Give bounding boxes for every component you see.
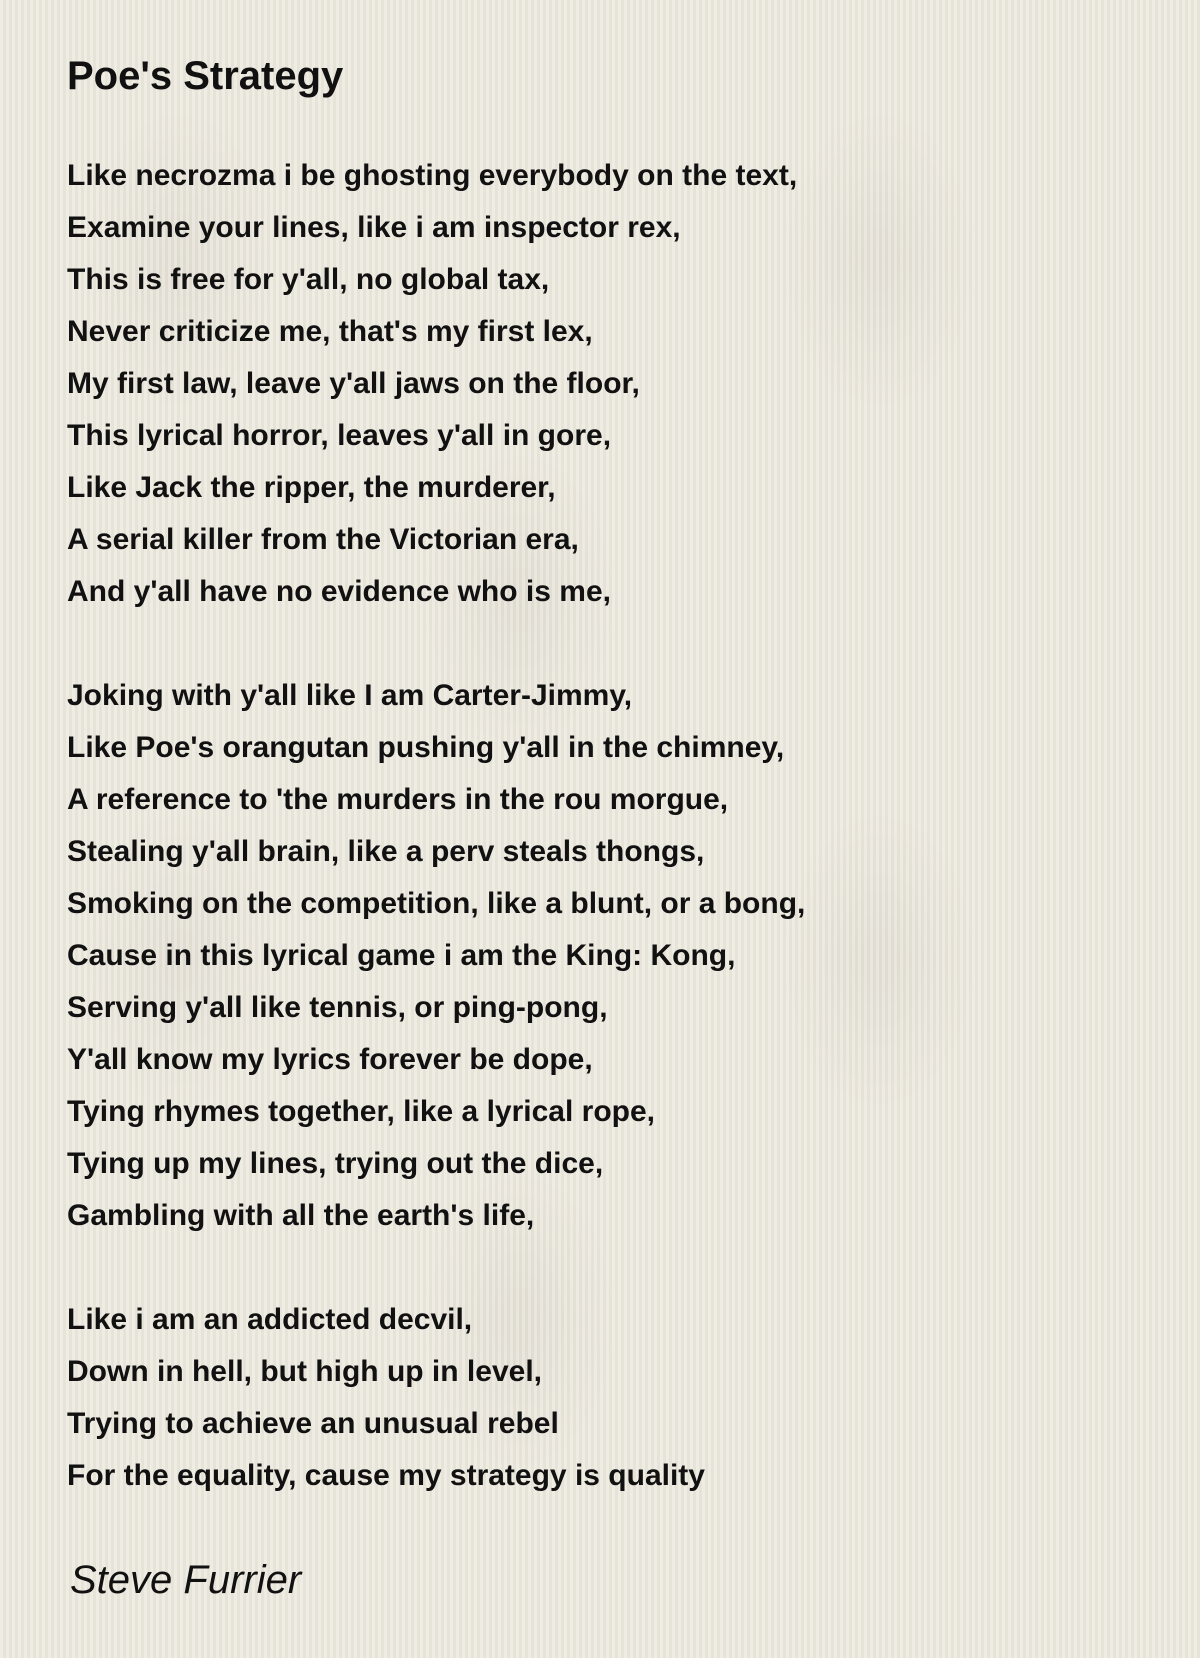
poem-line: Smoking on the competition, like a blunt, or a bong, — [67, 887, 806, 920]
poem-line: A reference to 'the murders in the rou morgue, — [67, 783, 729, 816]
poem-line: Like Poe's orangutan pushing y'all in the chimney, — [67, 731, 785, 764]
stanza-2 — [67, 670, 1167, 1242]
poem-line: Like necrozma i be ghosting everybody on the text, — [67, 159, 798, 192]
poem-line: For the equality, cause my strategy is quality — [67, 1459, 705, 1492]
stanza-3 — [67, 1294, 1167, 1502]
poem-line: Down in hell, but high up in level, — [67, 1355, 542, 1388]
poem-line: Cause in this lyrical game i am the King: Kong, — [67, 939, 736, 972]
poem-line: My first law, leave y'all jaws on the floor, — [67, 367, 640, 400]
poem-line: Y'all know my lyrics forever be dope, — [67, 1043, 593, 1076]
poem-line: Trying to achieve an unusual rebel — [67, 1407, 559, 1440]
poem-line: And y'all have no evidence who is me, — [67, 575, 611, 608]
poem-line: Tying rhymes together, like a lyrical rope, — [67, 1095, 655, 1128]
poem-line: Tying up my lines, trying out the dice, — [67, 1147, 604, 1180]
poem-line: Gambling with all the earth's life, — [67, 1199, 535, 1232]
poem-line: Stealing y'all brain, like a perv steals thongs, — [67, 835, 705, 868]
poem-line: Like Jack the ripper, the murderer, — [67, 471, 556, 504]
poem-line: This is free for y'all, no global tax, — [67, 263, 550, 296]
poem-line: Serving y'all like tennis, or ping-pong, — [67, 991, 608, 1024]
poem-line: Joking with y'all like I am Carter-Jimmy, — [67, 679, 633, 712]
poem-body — [67, 150, 1167, 1554]
poem-title: Poe's Strategy — [67, 54, 344, 98]
stanza-1 — [67, 150, 1167, 618]
poem-author: Steve Furrier — [70, 1558, 302, 1602]
poem-line: A serial killer from the Victorian era, — [67, 523, 579, 556]
poem-line: Never criticize me, that's my first lex, — [67, 315, 593, 348]
poem-line: Like i am an addicted decvil, — [67, 1303, 473, 1336]
poem-line: This lyrical horror, leaves y'all in gore, — [67, 419, 612, 452]
poem-line: Examine your lines, like i am inspector rex, — [67, 211, 681, 244]
